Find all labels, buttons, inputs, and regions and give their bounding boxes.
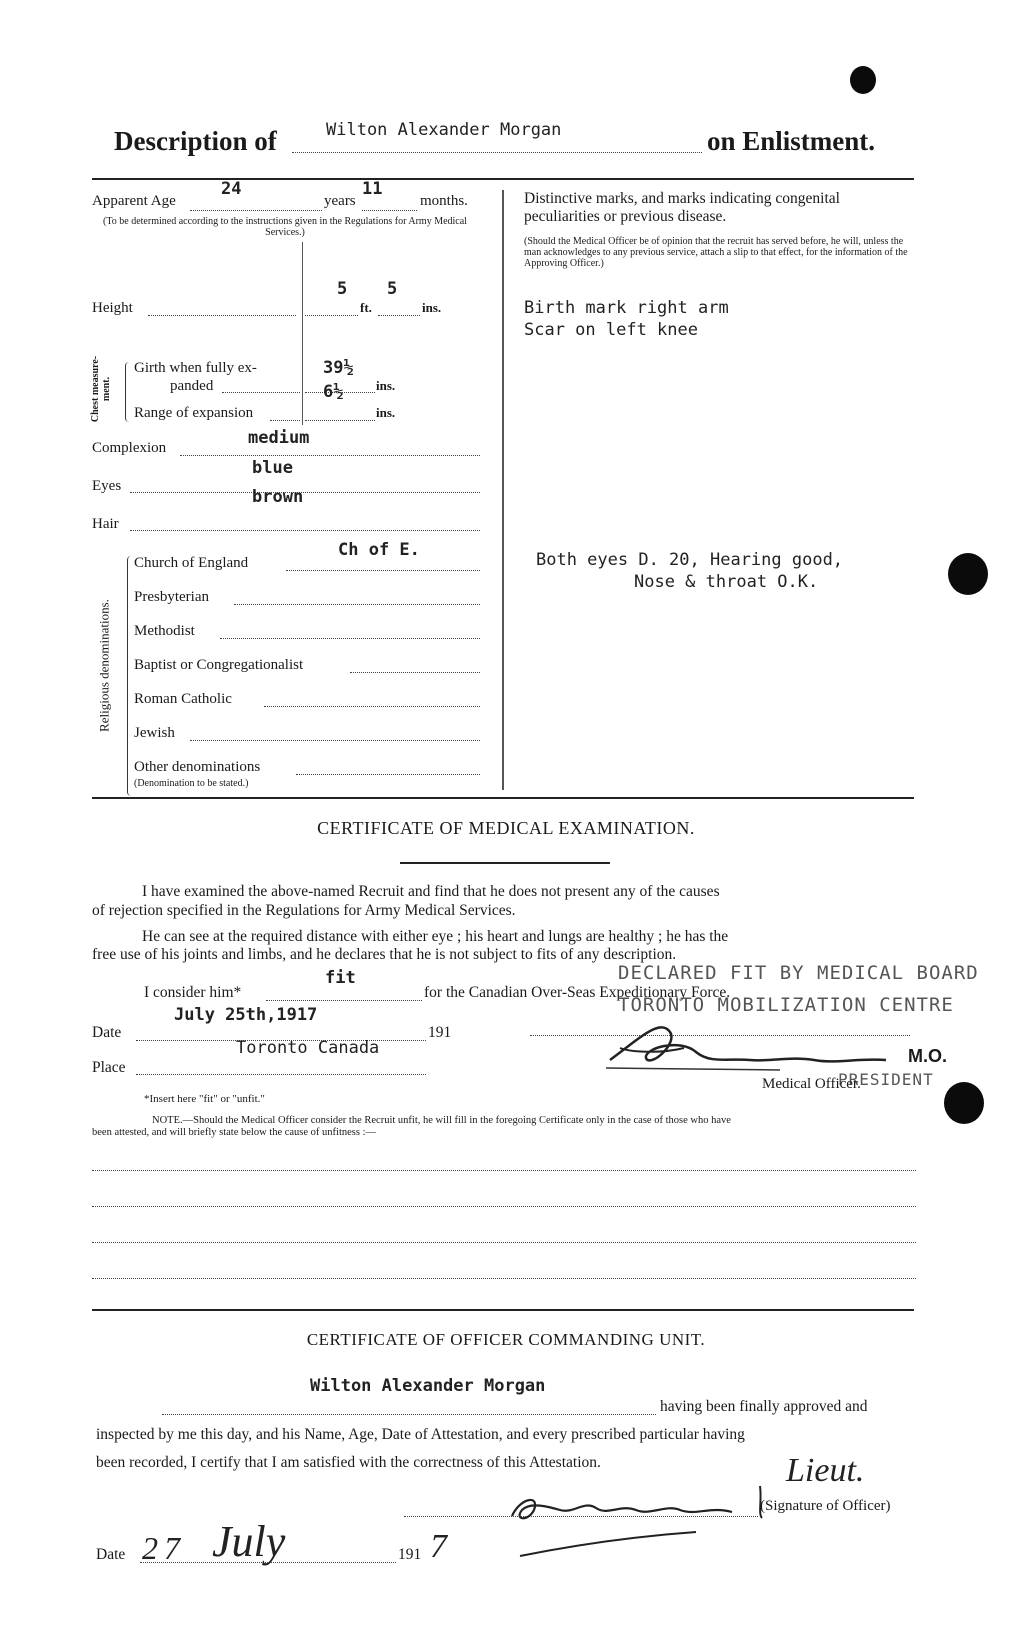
- stamp-line-1: DECLARED FIT BY MEDICAL BOARD: [618, 962, 979, 984]
- insert-note: *Insert here "fit" or "unfit.": [144, 1093, 265, 1105]
- medical-title-underline: [400, 862, 610, 864]
- recruit-name: Wilton Alexander Morgan: [326, 120, 562, 140]
- religion-line-2: [220, 638, 480, 639]
- header-name-line: [292, 152, 702, 153]
- girth-value: 39½: [323, 358, 354, 378]
- girth-line: [222, 392, 300, 393]
- range-line: [270, 420, 300, 421]
- religion-baptist: Baptist or Congregationalist: [134, 657, 304, 673]
- remarks-2: Nose & throat O.K.: [634, 572, 819, 592]
- age-months: 11: [362, 179, 383, 199]
- religion-church-of-england: Church of England: [134, 555, 249, 571]
- commanding-date-month: July: [212, 1517, 286, 1566]
- religion-presbyterian: Presbyterian: [134, 589, 209, 605]
- religion-other: Other denominations: [134, 759, 261, 775]
- complexion-value: medium: [248, 428, 310, 448]
- hair-value: brown: [252, 487, 304, 507]
- header-prefix: Description of: [114, 126, 277, 156]
- religion-brace: [127, 556, 134, 796]
- hair-line: [130, 530, 480, 531]
- commanding-year-prefix: 191: [398, 1546, 422, 1563]
- height-in-line: [378, 315, 420, 316]
- unfit-line-2: [92, 1206, 916, 1207]
- place-value: Toronto Canada: [236, 1038, 380, 1058]
- height-line: [148, 315, 296, 316]
- chest-side-label: Chest measure-ment.: [90, 355, 112, 423]
- religion-value: Ch of E.: [338, 540, 420, 560]
- medical-officer-label: Medical Officer.: [762, 1076, 861, 1092]
- eyes-line: [130, 492, 480, 493]
- ft-label: ft.: [360, 300, 372, 315]
- mark-1: Birth mark right arm: [524, 298, 729, 318]
- girth-label-2: panded: [170, 378, 214, 394]
- age-months-line: [362, 210, 417, 211]
- medical-year-prefix: 191: [428, 1024, 452, 1041]
- approved-line2: inspected by me this day, and his Name, Age, Date of Attestation, and every prescribed particular having: [96, 1426, 745, 1443]
- unfit-note-2: been attested, and will briefly state below the cause of unfitness :—: [92, 1127, 376, 1138]
- girth-label-1: Girth when fully ex-: [134, 360, 257, 376]
- medical-para2-line1: He can see at the required distance with either eye ; his heart and lungs are healthy ; he has the: [142, 928, 729, 945]
- punch-hole-3: [944, 1082, 984, 1124]
- medical-para1-line1: I have examined the above-named Recruit and find that he does not present any of the causes: [142, 883, 720, 900]
- commanding-date-label: Date: [96, 1546, 126, 1563]
- approved-line1-tail: having been finally approved and: [660, 1398, 868, 1415]
- header-suffix: on Enlistment.: [707, 126, 876, 156]
- punch-hole-1: [850, 66, 876, 94]
- religion-line-6: [296, 774, 480, 775]
- height-in: 5: [387, 279, 398, 299]
- height-label: Height: [92, 300, 133, 316]
- unfit-note-1: NOTE.—Should the Medical Officer consider the Recruit unfit, he will fill in the foregoing Certificate only in the case of those who have: [152, 1115, 731, 1126]
- medical-officer-signature: [600, 1008, 900, 1078]
- commanding-title: CERTIFICATE OF OFFICER COMMANDING UNIT.: [306, 1330, 706, 1349]
- complexion-label: Complexion: [92, 440, 167, 456]
- medical-para2-line2: free use of his joints and limbs, and he declares that he is not subject to fits of any description.: [92, 946, 677, 963]
- religion-methodist: Methodist: [134, 623, 195, 639]
- hair-label: Hair: [92, 516, 119, 532]
- unfit-line-4: [92, 1278, 916, 1279]
- stamp-president: PRESIDENT: [838, 1070, 934, 1089]
- column-divider: [502, 190, 504, 790]
- commanding-date-day: 27: [142, 1530, 186, 1566]
- years-label: years: [324, 193, 356, 209]
- medical-para1-line2: of rejection specified in the Regulations for Army Medical Services.: [92, 902, 516, 919]
- apparent-age-label: Apparent Age: [92, 193, 176, 209]
- stamp-line-2: TORONTO MOBILIZATION CENTRE: [618, 994, 954, 1016]
- religion-line-4: [264, 706, 480, 707]
- punch-hole-2: [948, 553, 988, 595]
- religion-roman-catholic: Roman Catholic: [134, 691, 232, 707]
- age-years-line: [190, 210, 322, 211]
- denomination-note: (Denomination to be stated.): [134, 778, 249, 789]
- religion-line-3: [350, 672, 480, 673]
- months-label: months.: [420, 193, 468, 209]
- complexion-line: [180, 455, 480, 456]
- height-ft: 5: [337, 279, 348, 299]
- distinctive-marks-heading-1: Distinctive marks, and marks indicating congenital: [524, 190, 840, 207]
- religion-line-5: [190, 740, 480, 741]
- age-years: 24: [221, 179, 242, 199]
- approved-recruit-name: Wilton Alexander Morgan: [310, 1376, 546, 1396]
- height-ft-line: [305, 315, 358, 316]
- consider-value: fit: [325, 968, 356, 988]
- mo-label: M.O.: [908, 1046, 947, 1066]
- religion-line-0: [286, 570, 480, 571]
- chest-brace: [125, 362, 132, 422]
- measure-divider: [302, 242, 303, 425]
- remarks-1: Both eyes D. 20, Hearing good,: [536, 550, 844, 570]
- signature-of-officer-label: (Signature of Officer): [760, 1498, 891, 1514]
- range-ins: ins.: [376, 405, 396, 420]
- religion-jewish: Jewish: [134, 725, 175, 741]
- consider-label: I consider him*: [144, 984, 242, 1001]
- place-label: Place: [92, 1059, 126, 1076]
- medical-date-label: Date: [92, 1024, 122, 1041]
- eyes-label: Eyes: [92, 478, 122, 494]
- range-value: 6½: [323, 382, 344, 402]
- distinctive-marks-note: (Should the Medical Officer be of opinion that the recruit has served before, he will, unless the man acknowledges to any previous service, attach a slip to that effect, for the information of the Approving Officer.): [524, 236, 908, 269]
- religion-line-1: [234, 604, 480, 605]
- unfit-line-1: [92, 1170, 916, 1171]
- religion-side-label: Religious denominations.: [96, 599, 112, 732]
- section-rule-2: [92, 1309, 914, 1311]
- officer-signature: [500, 1470, 790, 1560]
- approved-name-line: [162, 1414, 656, 1415]
- range-value-line: [305, 420, 375, 421]
- approved-line3: been recorded, I certify that I am satisfied with the correctness of this Attestation.: [96, 1454, 601, 1471]
- range-label: Range of expansion: [134, 405, 254, 421]
- age-note: (To be determined according to the instructions given in the Regulations for Army Medical Services.): [103, 216, 467, 238]
- for-the-force: for the Canadian Over-Seas Expeditionary Force.: [424, 984, 731, 1001]
- header-rule: [92, 178, 914, 180]
- medical-title: CERTIFICATE OF MEDICAL EXAMINATION.: [317, 818, 695, 838]
- medical-date-value: July 25th,1917: [174, 1005, 318, 1025]
- ins-label: ins.: [422, 300, 442, 315]
- officer-rank: Lieut.: [786, 1452, 865, 1489]
- place-line: [136, 1074, 426, 1075]
- unfit-line-3: [92, 1242, 916, 1243]
- distinctive-marks-heading-2: peculiarities or previous disease.: [524, 208, 727, 225]
- section-rule-1: [92, 797, 914, 799]
- consider-line: [266, 1000, 422, 1001]
- commanding-year-digit: 7: [430, 1528, 447, 1565]
- girth-ins: ins.: [376, 378, 396, 393]
- eyes-value: blue: [252, 458, 293, 478]
- mark-2: Scar on left knee: [524, 320, 698, 340]
